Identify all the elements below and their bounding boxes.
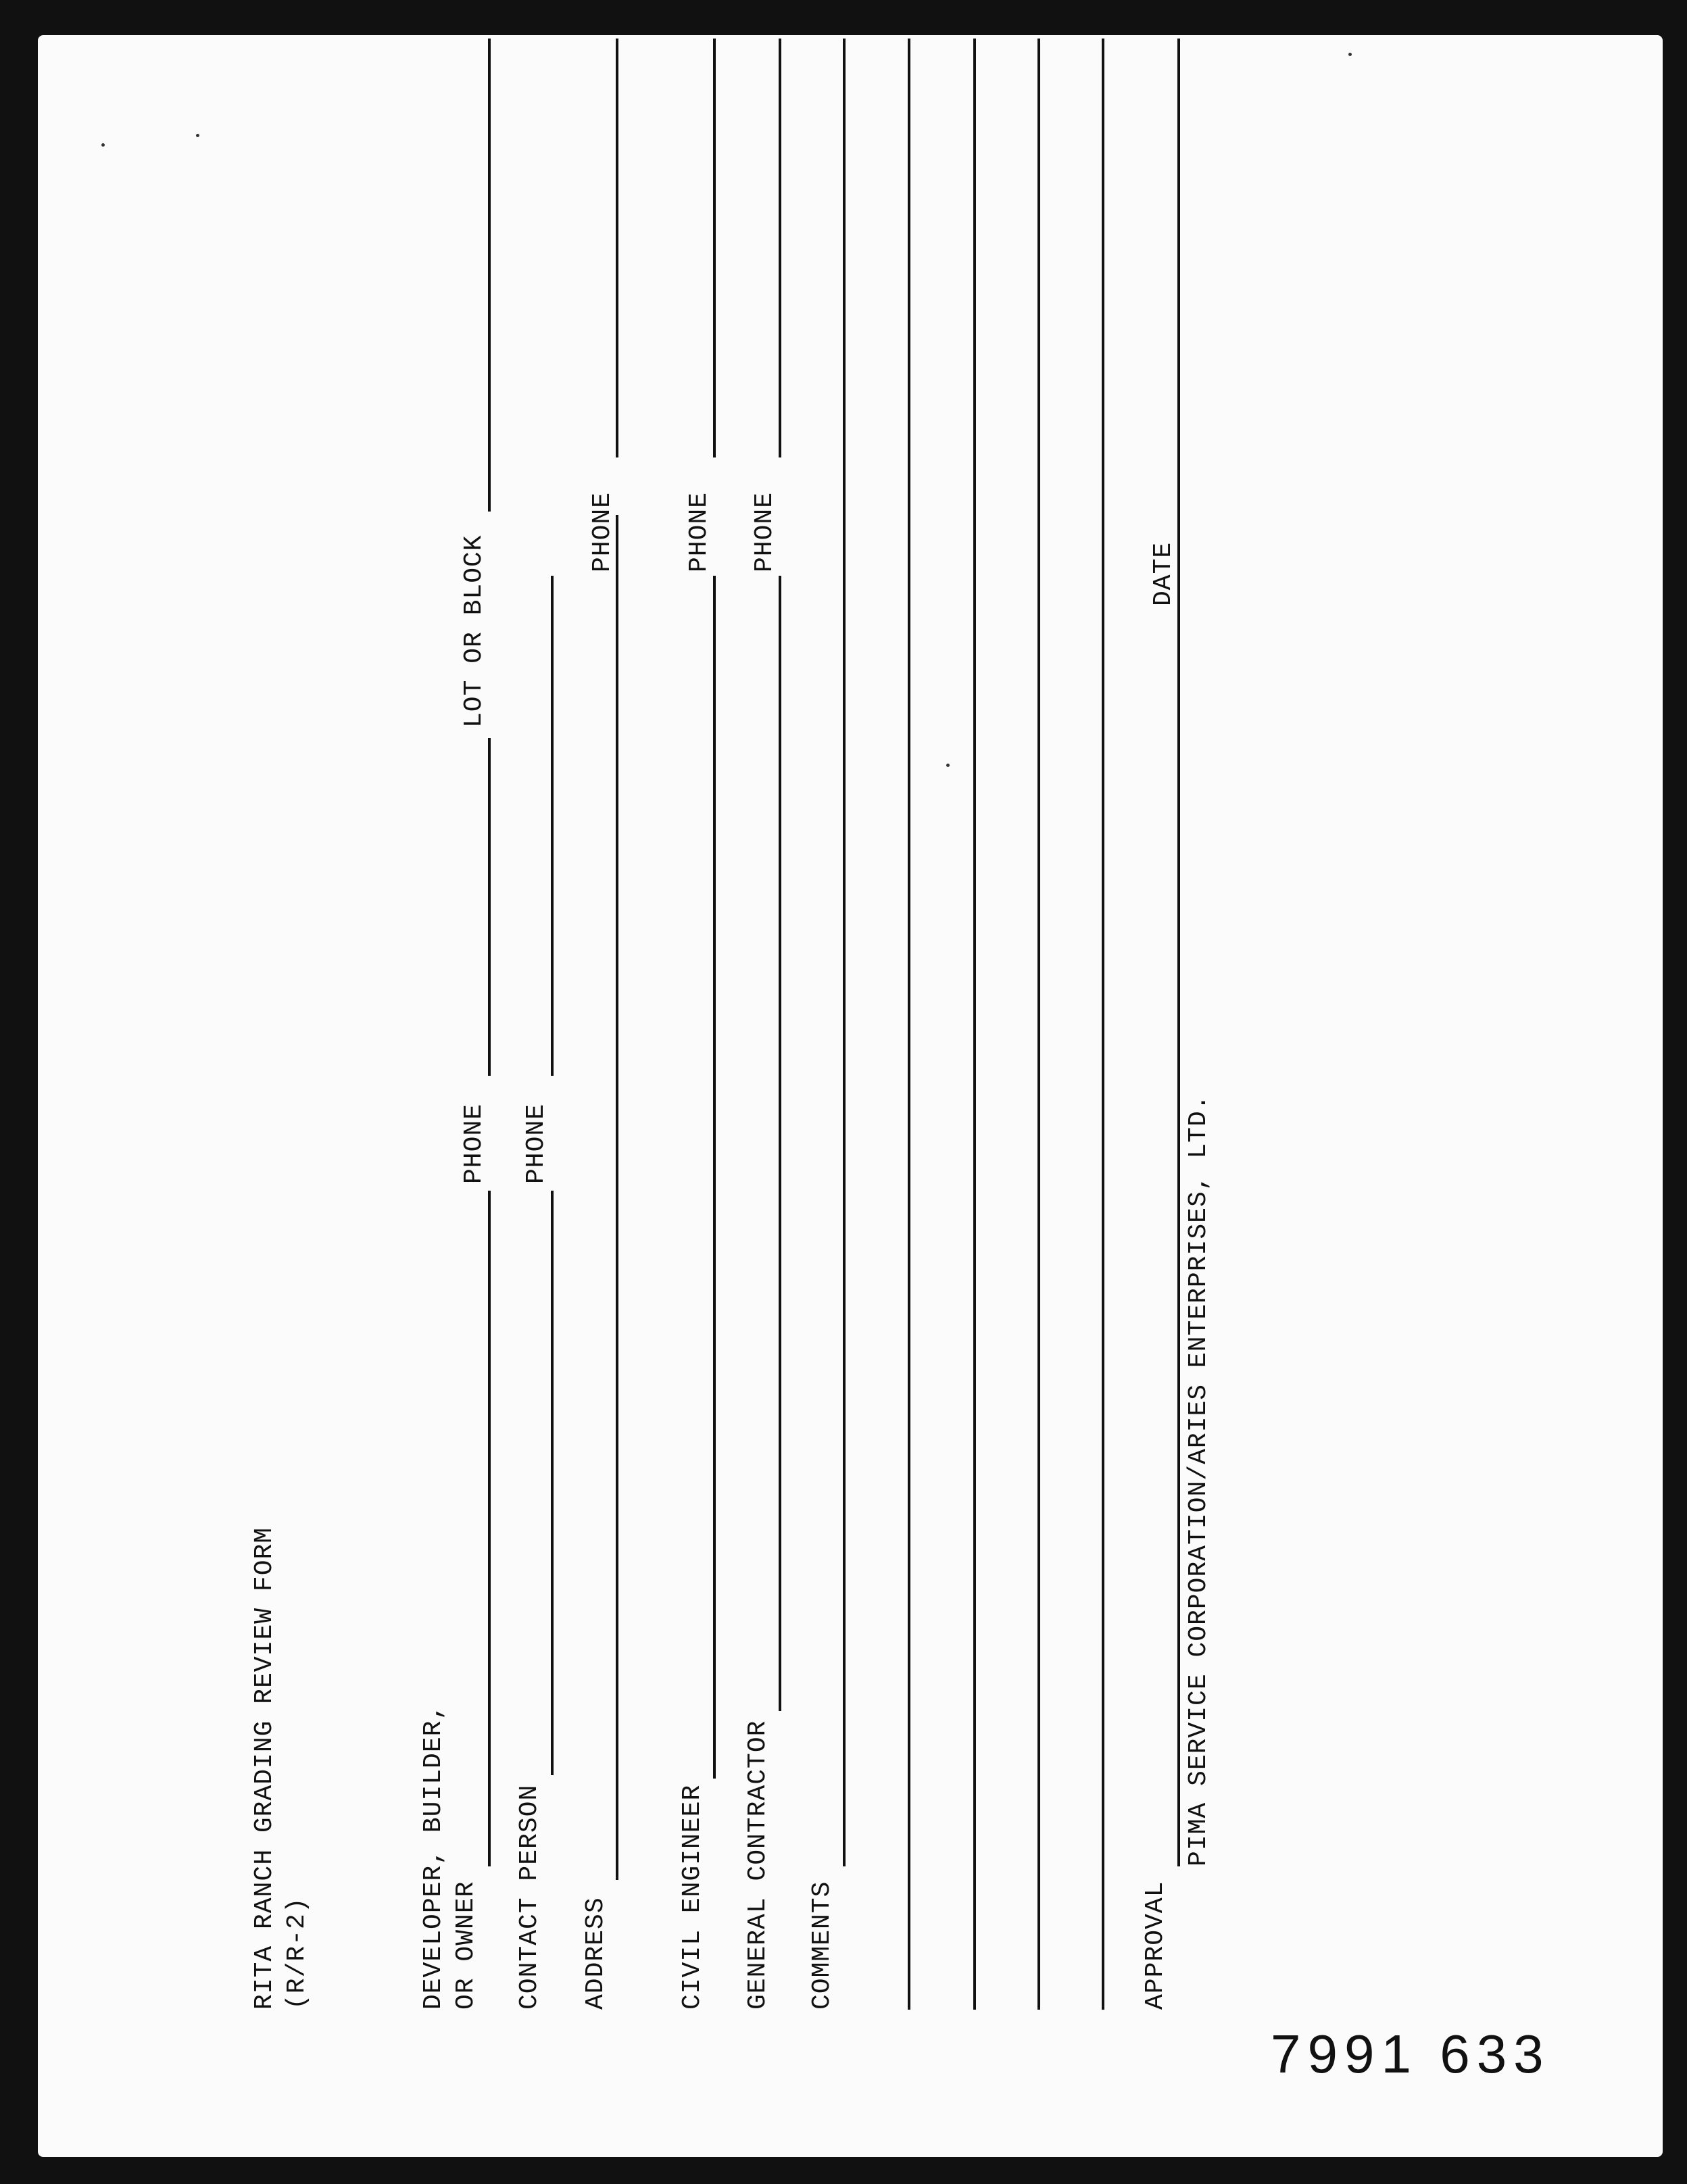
lot-or-block-label: LOT OR BLOCK: [460, 535, 489, 728]
approval-label: APPROVAL: [1141, 1881, 1170, 2010]
lot-or-block-field[interactable]: [488, 39, 491, 512]
developer-phone-label: PHONE: [460, 1103, 489, 1184]
developer-label-line2: OR OWNER: [451, 1881, 481, 2010]
civil-engineer-phone-field[interactable]: [713, 39, 716, 457]
general-contractor-field[interactable]: [779, 576, 781, 1711]
date-label: DATE: [1149, 541, 1178, 606]
scan-speck: [196, 134, 199, 137]
general-contractor-label: GENERAL CONTRACTOR: [743, 1720, 773, 2010]
comments-label: COMMENTS: [808, 1881, 837, 2010]
comments-line-4[interactable]: [1037, 39, 1040, 2010]
form-title: RITA RANCH GRADING REVIEW FORM: [250, 1527, 279, 2010]
developer-phone-field[interactable]: [488, 738, 491, 1076]
general-contractor-phone-field[interactable]: [779, 39, 781, 457]
address-label: ADDRESS: [581, 1897, 610, 2010]
approval-signature-field[interactable]: [1177, 495, 1180, 1866]
comments-line-5[interactable]: [1102, 39, 1104, 2010]
comments-line-3[interactable]: [973, 39, 976, 2010]
contact-person-label: CONTACT PERSON: [515, 1784, 544, 2010]
address-phone-label: PHONE: [588, 491, 617, 572]
contact-phone-field[interactable]: [551, 576, 554, 1076]
civil-engineer-field[interactable]: [713, 576, 716, 1779]
civil-engineer-phone-label: PHONE: [685, 491, 714, 572]
scan-speck: [946, 764, 950, 767]
developer-field[interactable]: [488, 1191, 491, 1866]
civil-engineer-label: CIVIL ENGINEER: [678, 1784, 707, 2010]
contact-phone-label: PHONE: [522, 1103, 551, 1184]
document-number: 7991 633: [1271, 2024, 1550, 2084]
comments-line-2[interactable]: [908, 39, 910, 2010]
scan-speck: [101, 143, 105, 147]
address-phone-field[interactable]: [616, 39, 618, 457]
form-code: (R/R-2): [283, 1897, 312, 2010]
general-contractor-phone-label: PHONE: [750, 491, 779, 572]
scan-speck: [1348, 53, 1352, 56]
contact-person-field[interactable]: [551, 1191, 554, 1775]
comments-line-1[interactable]: [843, 39, 846, 1866]
date-field[interactable]: [1177, 39, 1180, 539]
developer-label-line1: DEVELOPER, BUILDER,: [419, 1704, 448, 2010]
company-name: PIMA SERVICE CORPORATION/ARIES ENTERPRISES, LTD.: [1184, 1094, 1213, 1866]
address-field[interactable]: [616, 515, 618, 1880]
